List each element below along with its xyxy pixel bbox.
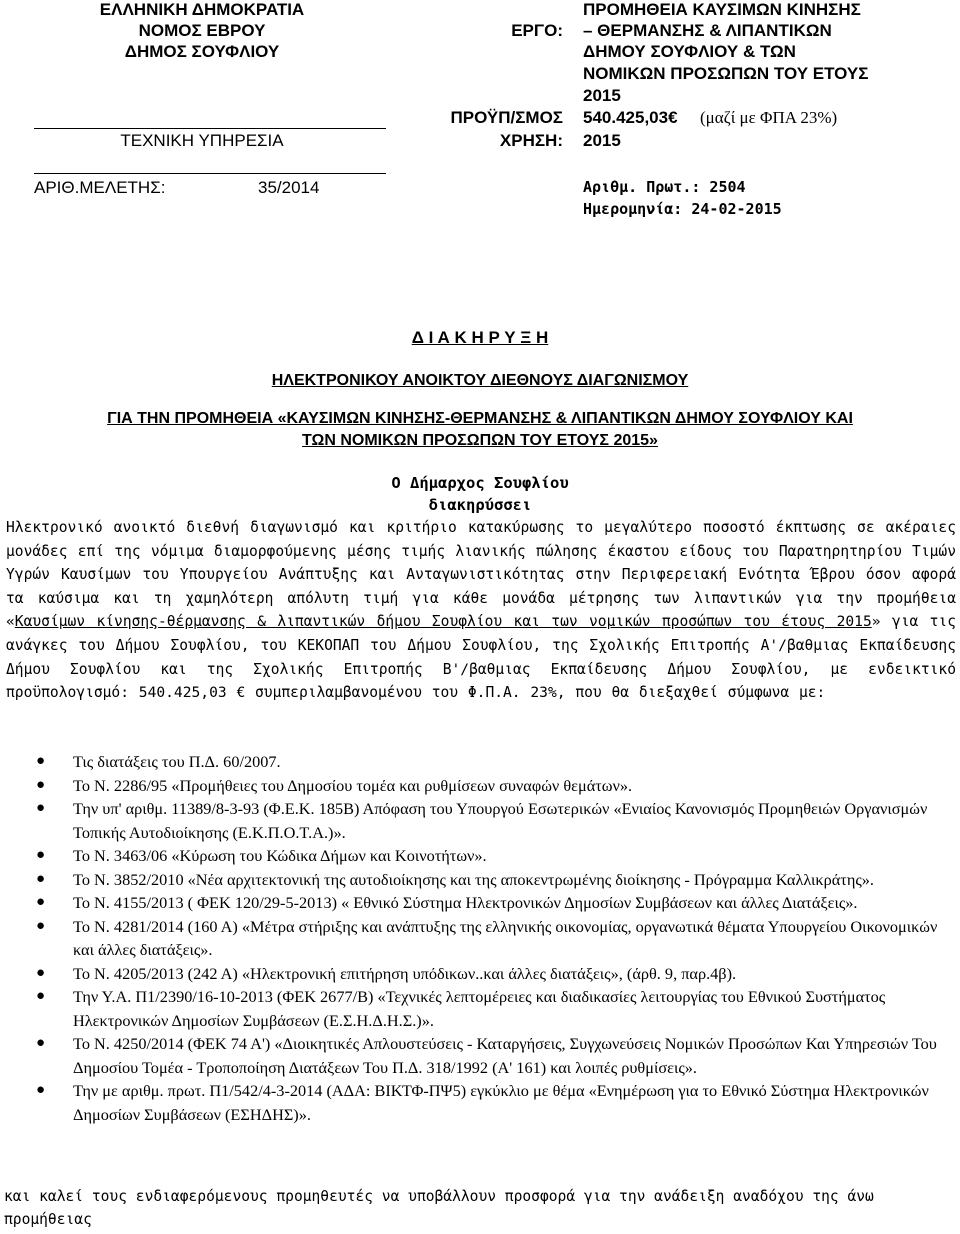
document-title: Δ Ι Α Κ Η Ρ Υ Ξ Η <box>411 328 549 347</box>
budget-label: ΠΡΟΫΠ/ΣΜΟΣ <box>450 108 563 127</box>
project-label: ΕΡΓΟ: <box>511 21 563 40</box>
legal-framework-list <box>0 750 950 1126</box>
issuer-prefecture: ΝΟΜΟΣ ΕΒΡΟΥ <box>138 21 266 40</box>
body-text-part-2: » για τις ανάγκες του Δήμου Σουφλίου, του ΚΕΚΟΠΑΠ του Δήμου Σουφλίου, της Σχολικής Επιτροπής Α'/βαθμιας Εκπαίδευσης Δήμου Σουφλίου και της Σχολικής Επιτροπής Β'/βαθμιας Εκπαίδευσης Δήμου Σουφλίου, με ενδεικτικό προϋπολογισμό: 540.425,03 € συμπεριλαμβανομένου του Φ.Π.Α. 23%, που θα διεξαχθεί σύμφωνα με: <box>6 613 956 702</box>
budget-value: 540.425,03€ <box>583 108 678 127</box>
issuer-country: ΕΛΛΗΝΙΚΗ ΔΗΜΟΚΡΑΤΙΑ <box>99 0 305 19</box>
list-item: ● Το Ν. 4205/2013 (242 Α) «Ηλεκτρονική επιτήρηση υπόδικων..και άλλες διατάξεις», (άρθ. 9, παρ.4β). <box>0 962 950 986</box>
issuer-municipality: ΔΗΜΟΣ ΣΟΥΦΛΙΟΥ <box>124 42 280 61</box>
body-text-part-1: Ηλεκτρονικό ανοικτό διεθνή διαγωνισμό και κριτήριο κατακύρωσης το μεγαλύτερο ποσοστό έκπτωσης σε ακέραιες μονάδες επί της νόμιμα διαμορφούμενης μέσης τιμής λιανικής πώλησης έκαστου είδους του Παρατηρητηρίου Τιμών Υγρών Καυσίμων του Υπουργείου Ανάπτυξης και Ανταγωνιστικότητας στην Περιφερειακή Ενότητα Έβρου όσον αφορά τα καύσιμα και τη χαμηλότερη απόλυτη τιμή για κάθε μονάδα μέτρησης των λιπαντικών για την προμήθεια « <box>6 519 956 631</box>
project-line-2: – ΘΕΡΜΑΝΣΗΣ & ΛΙΠΑΝΤΙΚΩΝ <box>583 21 832 40</box>
fiscal-year-value: 2015 <box>583 131 621 150</box>
body-text-underlined: Καυσίμων κίνησης-θέρμανσης & λιπαντικών δήμου Σουφλίου και των νομικών προσώπων του έτους 2015 <box>14 613 872 631</box>
bullet-icon: ● <box>36 1035 46 1051</box>
bullet-icon: ● <box>36 870 46 887</box>
budget-vat-note: (μαζί με ΦΠΑ 23%) <box>700 108 838 127</box>
bullet-icon: ● <box>36 964 46 981</box>
fiscal-year-label: ΧΡΗΣΗ: <box>499 131 563 150</box>
list-item: ● Το Ν. 4250/2014 (ΦΕΚ 74 Α') «Διοικητικές Απλουστεύσεις - Καταργήσεις, Συγχωνεύσεις Νομικών Προσώπων Και Υπηρεσιών Του Δημοσίου Τομέα - Τροποποίηση Διατάξεων Του Π.Δ. 318/1992 (Α' 161) και λοιπές ρυθμίσεις». <box>36 1034 937 1077</box>
list-item: ● Το Ν. 3463/06 «Κύρωση του Κώδικα Δήμων και Κοινοτήτων». <box>0 844 950 868</box>
list-item: ● Την με αριθμ. πρωτ. Π1/542/4-3-2014 (ΑΔΑ: ΒΙΚΤΦ-ΠΨ5) εγκύκλιο με θέμα «Ενημέρωση για το Εθνικό Σύστημα Ηλεκτρονικών Δημοσίων Συμβάσεων (ΕΣΗΔΗΣ)». <box>36 1081 929 1124</box>
bullet-icon: ● <box>36 894 46 910</box>
list-item: ● Το Ν. 4155/2013 ( ΦΕΚ 120/29-5-2013) « Εθνικό Σύστημα Ηλεκτρονικών Δημοσίων Συμβάσεων και άλλες Διατάξεις». <box>0 891 950 915</box>
closing-paragraph: και καλεί τους ενδιαφερόμενους προμηθευτές να υποβάλλουν προσφορά για την ανάδειξη αναδόχου της άνω προμήθειας <box>4 1188 874 1228</box>
list-item: ● Το Ν. 2286/95 «Προμήθειες του Δημοσίου τομέα και ρυθμίσεων συναφών θεμάτων». <box>0 774 950 798</box>
protocol-number: Αριθμ. Πρωτ.: 2504 <box>583 178 746 196</box>
project-line-3: ΔΗΜΟΥ ΣΟΥΦΛΙΟΥ & ΤΩΝ <box>583 42 796 61</box>
tender-type-heading: ΗΛΕΚΤΡΟΝΙΚΟΥ ΑΝΟΙΚΤΟΥ ΔΙΕΘΝΟΥΣ ΔΙΑΓΩΝΙΣΜΟΥ <box>271 372 689 389</box>
bullet-icon: ● <box>36 776 46 793</box>
bullet-icon: ● <box>36 800 46 816</box>
tender-subject-line-2: ΤΩΝ ΝΟΜΙΚΩΝ ΠΡΟΣΩΠΩΝ ΤΟΥ ΕΤΟΥΣ 2015» <box>302 432 658 449</box>
bullet-icon: ● <box>36 988 46 1004</box>
list-item: ● Το Ν. 3852/2010 «Νέα αρχιτεκτονική της αυτοδιοίκησης και της αποκεντρωμένης διοίκησης - Πρόγραμμα Καλλικράτης». <box>0 868 950 892</box>
list-item: ● Τις διατάξεις του Π.Δ. 60/2007. <box>0 750 950 774</box>
list-item: ● Το Ν. 4281/2014 (160 Α) «Μέτρα στήριξης και ανάπτυξης της ελληνικής οικονομίας, οργανωτικά θέματα Υπουργείου Οικονομικών και άλλες διατάξεις». <box>36 916 938 959</box>
bullet-icon: ● <box>36 1082 46 1098</box>
issuer-service: ΤΕΧΝΙΚΗ ΥΠΗΡΕΣΙΑ <box>120 131 284 150</box>
project-line-1: ΠΡΟΜΗΘΕΙΑ ΚΑΥΣΙΜΩΝ ΚΙΝΗΣΗΣ <box>583 0 861 19</box>
announces-heading: διακηρύσσει <box>428 496 532 514</box>
tender-subject-line-1: ΓΙΑ ΤΗΝ ΠΡΟΜΗΘΕΙΑ «ΚΑΥΣΙΜΩΝ ΚΙΝΗΣΗΣ-ΘΕΡΜΑΝΣΗΣ & ΛΙΠΑΝΤΙΚΩΝ ΔΗΜΟΥ ΣΟΥΦΛΙΟΥ ΚΑΙ <box>107 410 853 427</box>
mayor-title: Ο Δήμαρχος Σουφλίου <box>391 474 569 492</box>
tender-body-paragraph <box>6 516 956 705</box>
study-number-value: 35/2014 <box>258 178 320 197</box>
header-divider-1 <box>34 128 386 129</box>
project-line-4: ΝΟΜΙΚΩΝ ΠΡΟΣΩΠΩΝ ΤΟΥ ΕΤΟΥΣ <box>583 64 869 83</box>
list-item: ● Την Υ.Α. Π1/2390/16-10-2013 (ΦΕΚ 2677/Β) «Τεχνικές λεπτομέρειες και διαδικασίες λειτουργίας του Εθνικού Συστήματος Ηλεκτρονικών Δημοσίων Συμβάσεων (Ε.Σ.Η.Δ.Η.Σ.)». <box>36 987 886 1030</box>
list-item: ● Την υπ' αριθμ. 11389/8-3-93 (Φ.Ε.Κ. 185Β) Απόφαση του Υπουργού Εσωτερικών «Ενιαίος Κανονισμός Προμηθειών Οργανισμών Τοπικής Αυτοδιοίκησης (Ε.Κ.Π.Ο.Τ.Α.)». <box>36 799 928 842</box>
study-number-label: ΑΡΙΘ.ΜΕΛΕΤΗΣ: <box>34 178 166 197</box>
document-date: Ημερομηνία: 24-02-2015 <box>583 200 782 218</box>
header-divider-2 <box>34 173 386 174</box>
mayor-heading <box>0 474 960 492</box>
bullet-icon: ● <box>36 917 46 934</box>
project-line-5: 2015 <box>583 86 621 105</box>
bullet-icon: ● <box>36 847 46 863</box>
bullet-icon: ● <box>36 753 46 769</box>
